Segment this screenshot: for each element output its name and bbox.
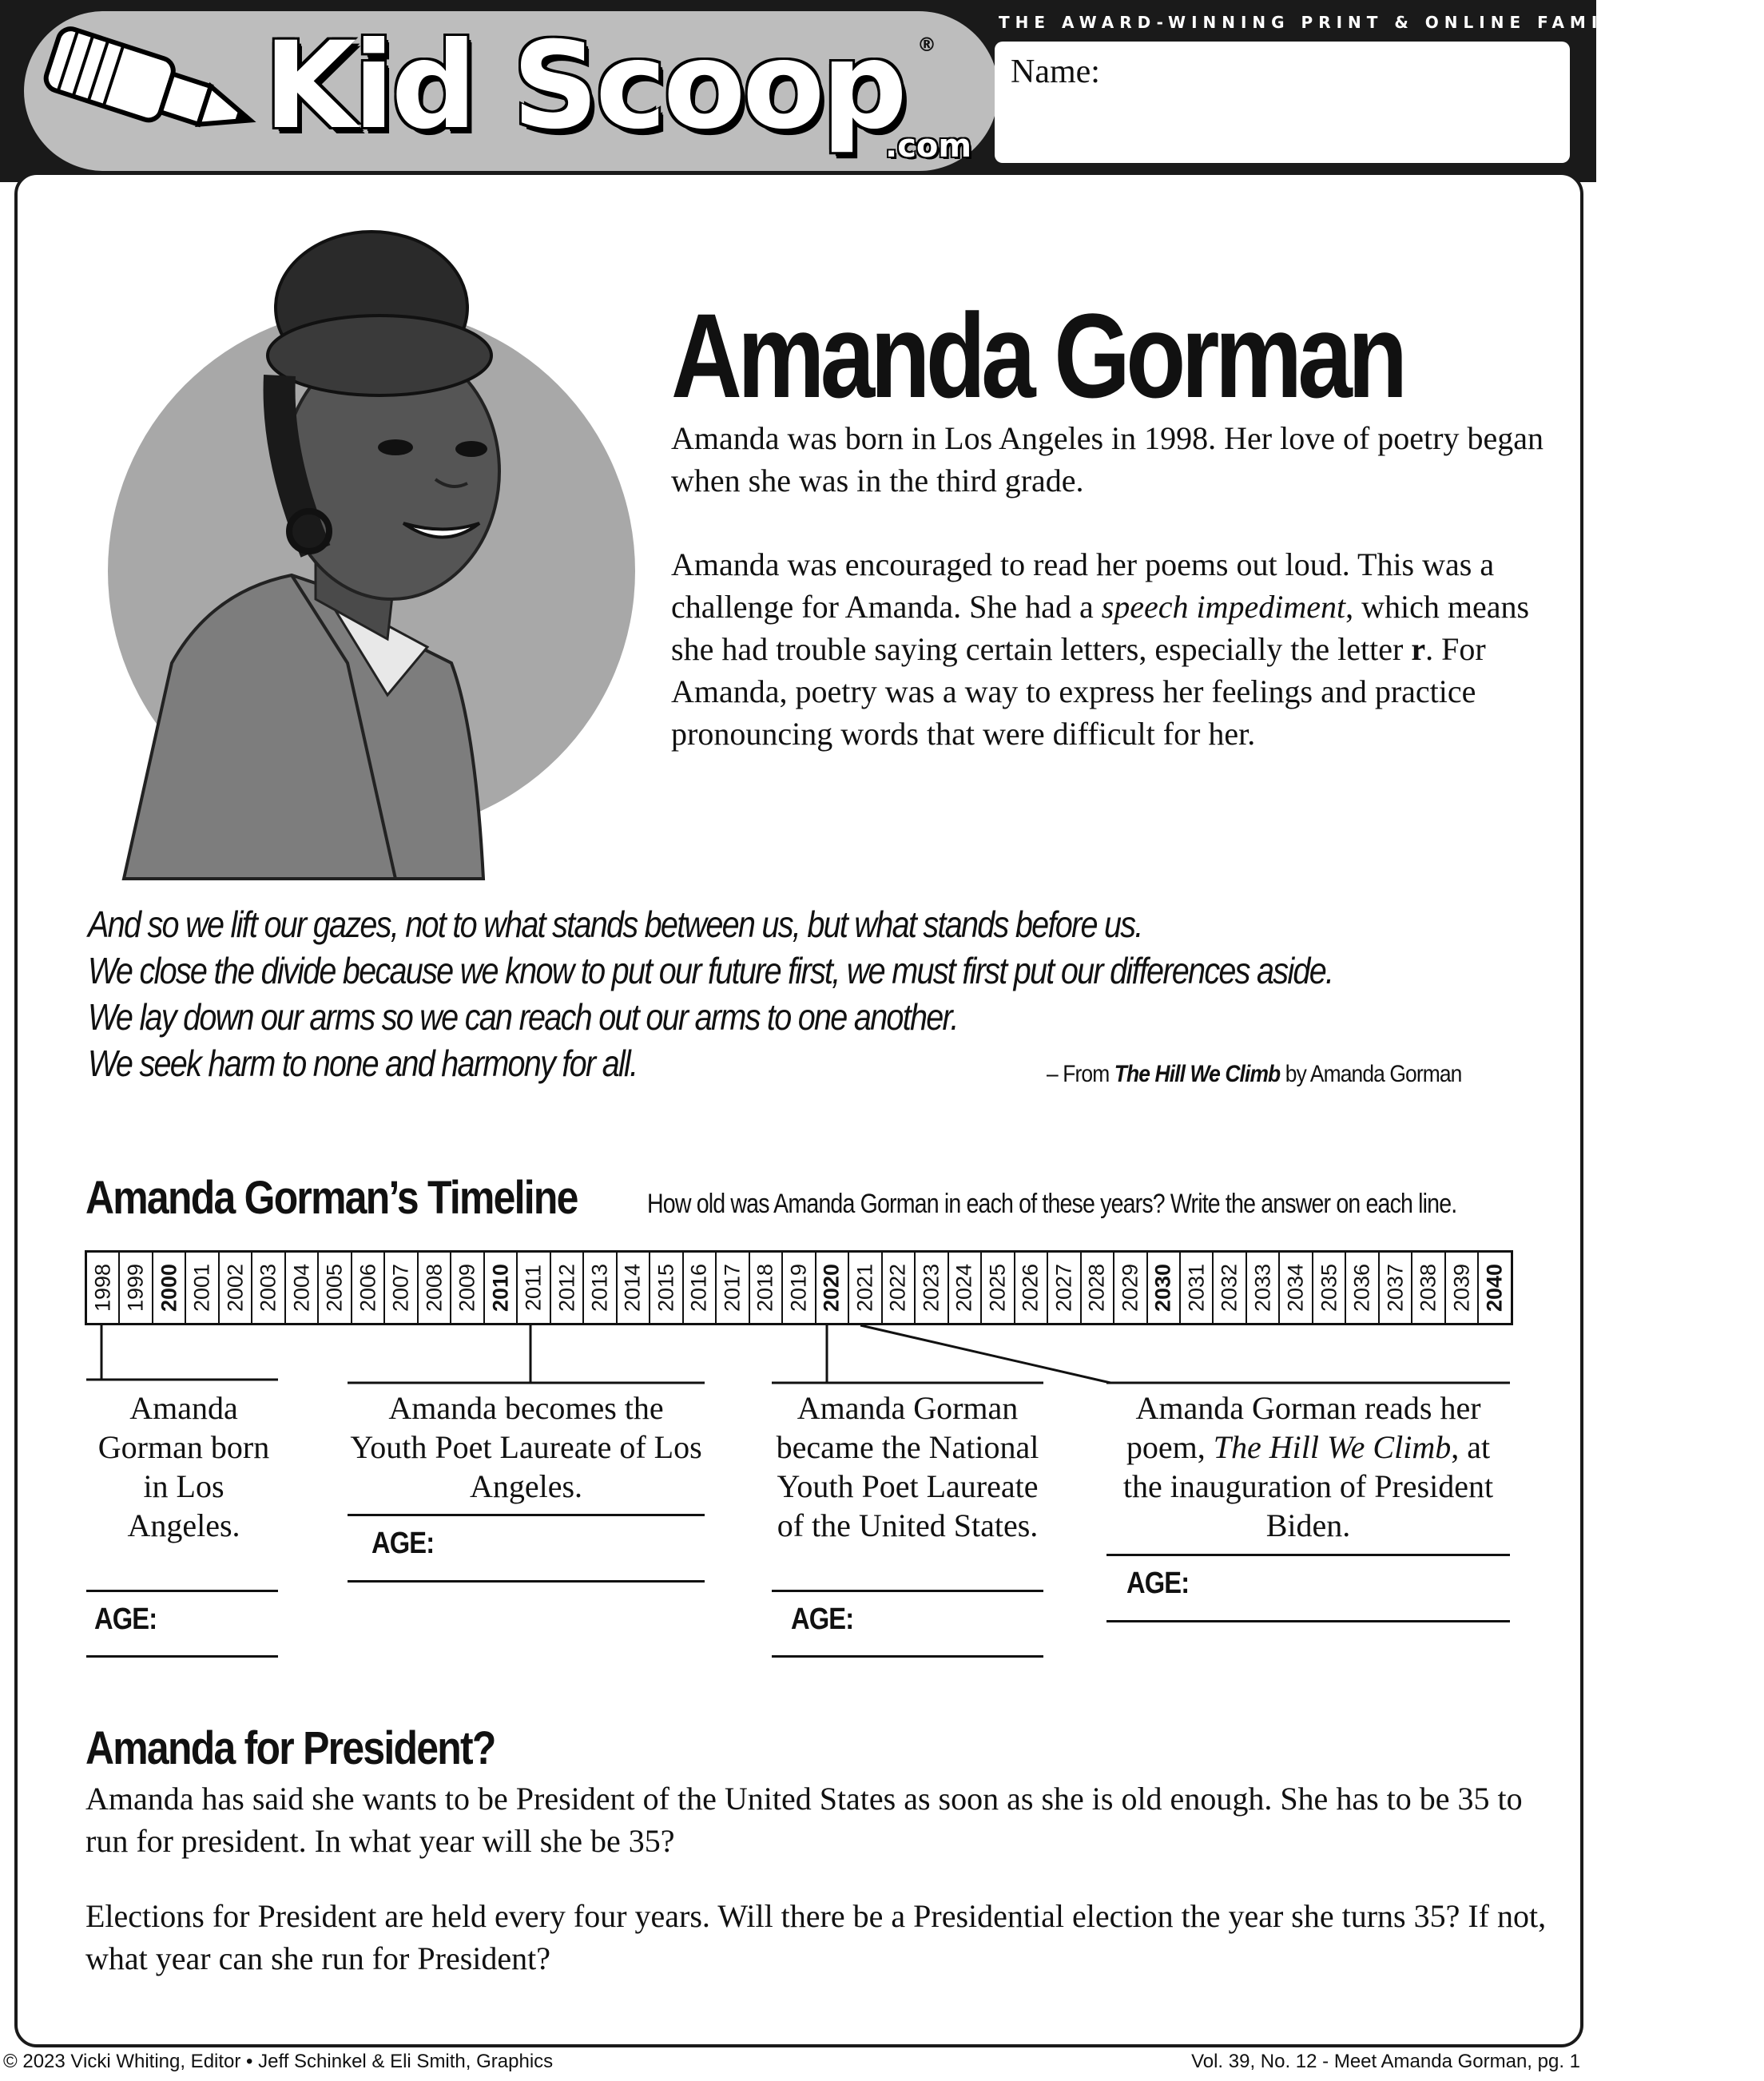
year-cell (419, 1253, 451, 1323)
year-cell (1048, 1253, 1081, 1323)
year-label: 2029 (1118, 1263, 1142, 1313)
year-label: 2039 (1449, 1263, 1474, 1313)
name-label: Name: (1011, 54, 1100, 90)
year-cell (352, 1253, 385, 1323)
year-cell (1214, 1253, 1246, 1323)
year-cell (485, 1253, 518, 1323)
year-label: 2022 (885, 1263, 910, 1313)
year-label: 2038 (1416, 1263, 1440, 1313)
age-label: AGE: (371, 1527, 435, 1560)
year-label: 2002 (223, 1263, 248, 1313)
year-cell (618, 1253, 650, 1323)
president-paragraph-1: Amanda has said she wants to be President of the United States as soon as she is old enough. She has to be 35 to run for president. In what year will she be 35? (85, 1781, 1523, 1859)
year-cell (1082, 1253, 1114, 1323)
logo-dotcom: .com (885, 128, 972, 165)
year-cell (1181, 1253, 1214, 1323)
year-cell (551, 1253, 584, 1323)
quote-line: We lay down our arms so we can reach out our arms to one another. (88, 996, 958, 1038)
year-cell (1114, 1253, 1147, 1323)
age-answer-line[interactable] (348, 1580, 705, 1583)
year-label: 2037 (1383, 1263, 1408, 1313)
year-cell (717, 1253, 749, 1323)
age-label: AGE: (1126, 1567, 1190, 1600)
year-cell (1313, 1253, 1346, 1323)
quote-line: We close the divide because we know to put our future first, we must first put our differences aside. (88, 950, 1333, 991)
page-title: Amanda Gorman (671, 288, 1404, 423)
year-label: 2014 (620, 1263, 645, 1313)
year-cell (1148, 1253, 1181, 1323)
year-label: 2003 (256, 1263, 280, 1313)
year-cell (883, 1253, 916, 1323)
year-label: 2001 (189, 1263, 214, 1313)
year-label: 2010 (488, 1263, 513, 1313)
quote-line: We seek harm to none and harmony for all. (88, 1042, 638, 1084)
year-label: 2040 (1482, 1263, 1507, 1313)
answer-line (772, 1590, 1043, 1592)
year-cell (982, 1253, 1015, 1323)
event-youth-poet-la: Amanda becomes the Youth Poet Laureate of Los Angeles. (350, 1390, 702, 1504)
year-cell (518, 1253, 550, 1323)
year-cell (186, 1253, 219, 1323)
year-cell (584, 1253, 617, 1323)
intro-paragraph-2: Amanda was encouraged to read her poems out loud. This was a challenge for Amanda. She had a speech impediment, which means she had trouble saying certain letters, especially the letter r. For Amanda, poetry was a way to express her feelings and practice pronouncing words that were difficult for her. (671, 546, 1530, 752)
timeline-heading: Amanda Gorman’s Timeline (85, 1172, 578, 1224)
year-label: 2036 (1349, 1263, 1374, 1313)
footer-credits: © 2023 Vicki Whiting, Editor • Jeff Schinkel & Eli Smith, Graphics (3, 2051, 554, 2072)
year-cell (650, 1253, 683, 1323)
year-label: 2021 (852, 1263, 877, 1313)
year-cell (1346, 1253, 1379, 1323)
year-cell (451, 1253, 484, 1323)
year-cell (220, 1253, 252, 1323)
president-heading: Amanda for President? (85, 1722, 495, 1774)
year-cell (1247, 1253, 1280, 1323)
year-cell (87, 1253, 120, 1323)
year-label: 2034 (1283, 1263, 1308, 1313)
event-national-youth-poet: Amanda Gorman became the National Youth Poet Laureate of the United States. (776, 1390, 1039, 1543)
year-cell (816, 1253, 849, 1323)
year-label: 1998 (90, 1263, 115, 1313)
year-cell (120, 1253, 153, 1323)
year-strip (85, 1250, 1513, 1325)
year-cell (1280, 1253, 1313, 1323)
year-label: 2023 (919, 1263, 944, 1313)
answer-line (1106, 1554, 1510, 1556)
amanda-gorman-portrait (52, 216, 659, 879)
year-label: 2032 (1217, 1263, 1242, 1313)
president-paragraph-2: Elections for President are held every four years. Will there be a Presidential election the year she turns 35? If not, what year can she run for President? (85, 1898, 1547, 1976)
year-label: 2006 (356, 1263, 380, 1313)
age-label: AGE: (94, 1602, 157, 1636)
year-label: 2030 (1150, 1263, 1175, 1313)
year-cell (319, 1253, 352, 1323)
year-cell (1015, 1253, 1048, 1323)
event-inauguration: Amanda Gorman reads her poem, The Hill We Climb, at the inauguration of President Biden. (1122, 1390, 1494, 1543)
year-label: 2005 (322, 1263, 347, 1313)
year-label: 1999 (123, 1263, 148, 1313)
age-answer-line[interactable] (86, 1655, 278, 1658)
intro-paragraph-1: Amanda was born in Los Angeles in 1998. Her love of poetry began when she was in the third grade. (671, 420, 1544, 498)
poem-quote (88, 901, 1590, 1086)
speech-impediment-term: speech impediment (1101, 589, 1346, 625)
year-cell (949, 1253, 982, 1323)
year-label: 2035 (1317, 1263, 1341, 1313)
year-label: 2013 (587, 1263, 612, 1313)
kid-scoop-logo: Kid Scoop (264, 17, 904, 156)
year-label: 2000 (157, 1263, 181, 1313)
year-cell (385, 1253, 418, 1323)
year-label: 2016 (686, 1263, 711, 1313)
year-label: 2028 (1084, 1263, 1109, 1313)
year-cell (849, 1253, 882, 1323)
pencil-icon (30, 24, 270, 160)
quote-credit: – From The Hill We Climb by Amanda Gorman (1047, 1061, 1462, 1087)
year-label: 2017 (720, 1263, 745, 1313)
letter-r: r (1411, 631, 1426, 667)
event-born: Amanda Gorman born in Los Angeles. (97, 1390, 270, 1543)
age-answer-line[interactable] (1106, 1620, 1510, 1622)
year-label: 2011 (521, 1264, 546, 1312)
answer-line (86, 1590, 278, 1592)
year-cell (252, 1253, 285, 1323)
year-label: 2004 (289, 1263, 314, 1313)
year-cell (916, 1253, 948, 1323)
year-cell (750, 1253, 783, 1323)
year-cell (783, 1253, 816, 1323)
quote-line: And so we lift our gazes, not to what stands between us, but what stands before us. (88, 903, 1142, 945)
footer-issue: Vol. 39, No. 12 - Meet Amanda Gorman, pg. 1 (1191, 2051, 1580, 2072)
year-label: 2024 (952, 1263, 976, 1313)
age-label: AGE: (791, 1602, 854, 1636)
age-answer-line[interactable] (772, 1655, 1043, 1658)
year-label: 2027 (1051, 1263, 1076, 1313)
year-label: 2009 (455, 1263, 479, 1313)
year-cell (684, 1253, 717, 1323)
year-cell (286, 1253, 319, 1323)
registered-mark: ® (917, 34, 936, 56)
year-cell (153, 1253, 186, 1323)
timeline-instruction: How old was Amanda Gorman in each of these years? Write the answer on each line. (647, 1189, 1457, 1219)
year-label: 2020 (819, 1263, 844, 1313)
year-label: 2031 (1184, 1263, 1209, 1313)
year-label: 2025 (985, 1263, 1010, 1313)
year-label: 2007 (388, 1263, 413, 1313)
year-label: 2018 (753, 1263, 777, 1313)
year-cell (1412, 1253, 1445, 1323)
tagline: THE AWARD-WINNING PRINT & ONLINE FAMILY FEATURE (999, 13, 1764, 32)
year-label: 2008 (422, 1263, 447, 1313)
year-label: 2015 (654, 1263, 678, 1313)
year-label: 2033 (1250, 1263, 1275, 1313)
year-cell (1479, 1253, 1510, 1323)
answer-line (348, 1514, 705, 1516)
year-label: 2012 (554, 1263, 579, 1313)
year-cell (1380, 1253, 1412, 1323)
year-cell (1446, 1253, 1479, 1323)
year-label: 2026 (1018, 1263, 1043, 1313)
year-label: 2019 (786, 1263, 811, 1313)
